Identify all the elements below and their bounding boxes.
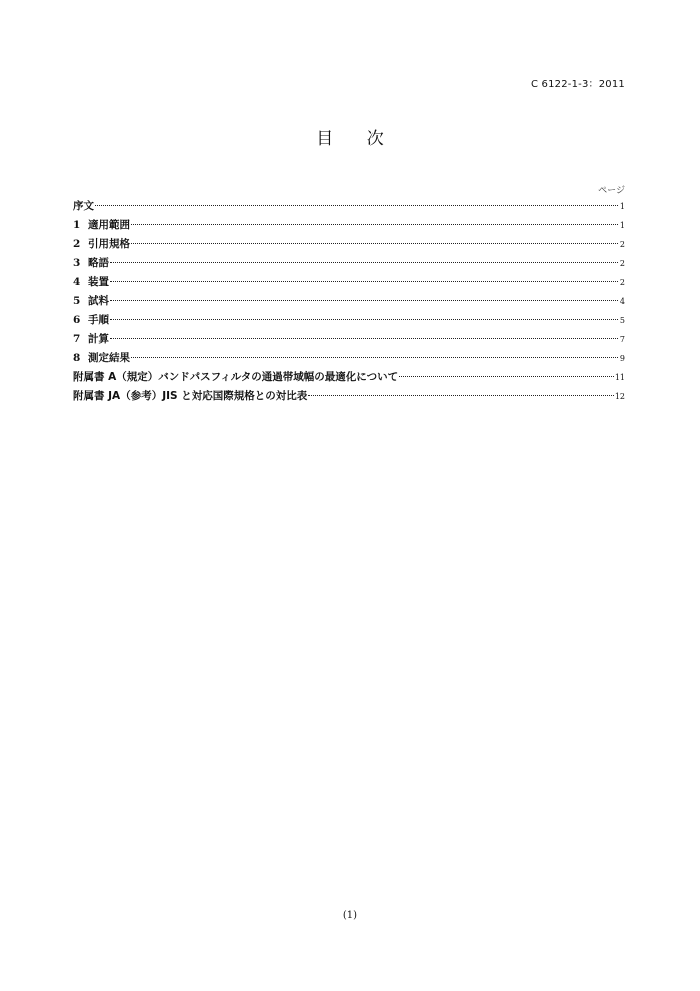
toc-entry-number: 1: [73, 219, 81, 231]
toc-entry-label: 附属書 A（規定）バンドパスフィルタの通過帯域幅の最適化について: [73, 371, 399, 383]
page-title: 目 次: [316, 129, 398, 149]
toc-leader-dots: [131, 357, 618, 358]
toc-entry-label: 附属書 JA（参考）JIS と対応国際規格との対比表: [73, 390, 308, 402]
toc-entry-label: 引用規格: [88, 238, 130, 250]
toc-entry-page: 1: [619, 202, 625, 211]
toc-entry[interactable]: [73, 312, 625, 331]
toc-entry-number: 6: [73, 314, 81, 326]
toc-entry[interactable]: [73, 331, 625, 350]
toc-entry-label: 計算: [88, 333, 109, 345]
toc-entry[interactable]: [73, 198, 625, 217]
toc-entry-label: 略語: [88, 257, 109, 269]
toc-entry[interactable]: [73, 255, 625, 274]
toc-entry-number: 8: [73, 352, 81, 364]
table-of-contents: [73, 198, 625, 407]
toc-entry[interactable]: [73, 217, 625, 236]
toc-entry-page: 1: [619, 221, 625, 230]
toc-entry-number: 3: [73, 257, 81, 269]
toc-entry-label: 序文: [73, 200, 94, 212]
toc-leader-dots: [95, 205, 618, 206]
toc-leader-dots: [110, 281, 618, 282]
toc-entry-label: 試料: [88, 295, 109, 307]
toc-entry-page: 2: [619, 240, 625, 249]
toc-entry-annex[interactable]: [73, 369, 625, 388]
toc-entry-page: 2: [619, 259, 625, 268]
toc-entry-number: 7: [73, 333, 81, 345]
toc-entry-number: 5: [73, 295, 81, 307]
toc-entry-page: 7: [619, 335, 625, 344]
toc-leader-dots: [110, 300, 618, 301]
toc-entry-number: 4: [73, 276, 81, 288]
toc-entry-annex[interactable]: [73, 388, 625, 407]
toc-leader-dots: [399, 376, 614, 377]
toc-entry-number: 2: [73, 238, 81, 250]
toc-entry[interactable]: [73, 293, 625, 312]
toc-leader-dots: [110, 338, 618, 339]
toc-entry-page: 2: [619, 278, 625, 287]
toc-entry-label: 装置: [88, 276, 109, 288]
toc-entry[interactable]: [73, 274, 625, 293]
toc-leader-dots: [131, 243, 618, 244]
toc-entry-page: 4: [619, 297, 625, 306]
toc-leader-dots: [308, 395, 614, 396]
toc-leader-dots: [110, 262, 618, 263]
toc-entry-label: 適用範囲: [88, 219, 130, 231]
page-column-header: ページ: [598, 186, 625, 196]
document-code: C 6122-1-3：2011: [530, 79, 625, 90]
toc-entry-page: 5: [619, 316, 625, 325]
toc-entry-page: 12: [614, 392, 625, 401]
toc-entry-label: 手順: [88, 314, 109, 326]
toc-entry-page: 11: [614, 373, 625, 382]
toc-entry-page: 9: [619, 354, 625, 363]
toc-leader-dots: [110, 319, 618, 320]
toc-entry[interactable]: [73, 350, 625, 369]
footer-page-number: (1): [342, 910, 358, 921]
toc-entry[interactable]: [73, 236, 625, 255]
toc-leader-dots: [131, 224, 618, 225]
toc-entry-label: 測定結果: [88, 352, 130, 364]
